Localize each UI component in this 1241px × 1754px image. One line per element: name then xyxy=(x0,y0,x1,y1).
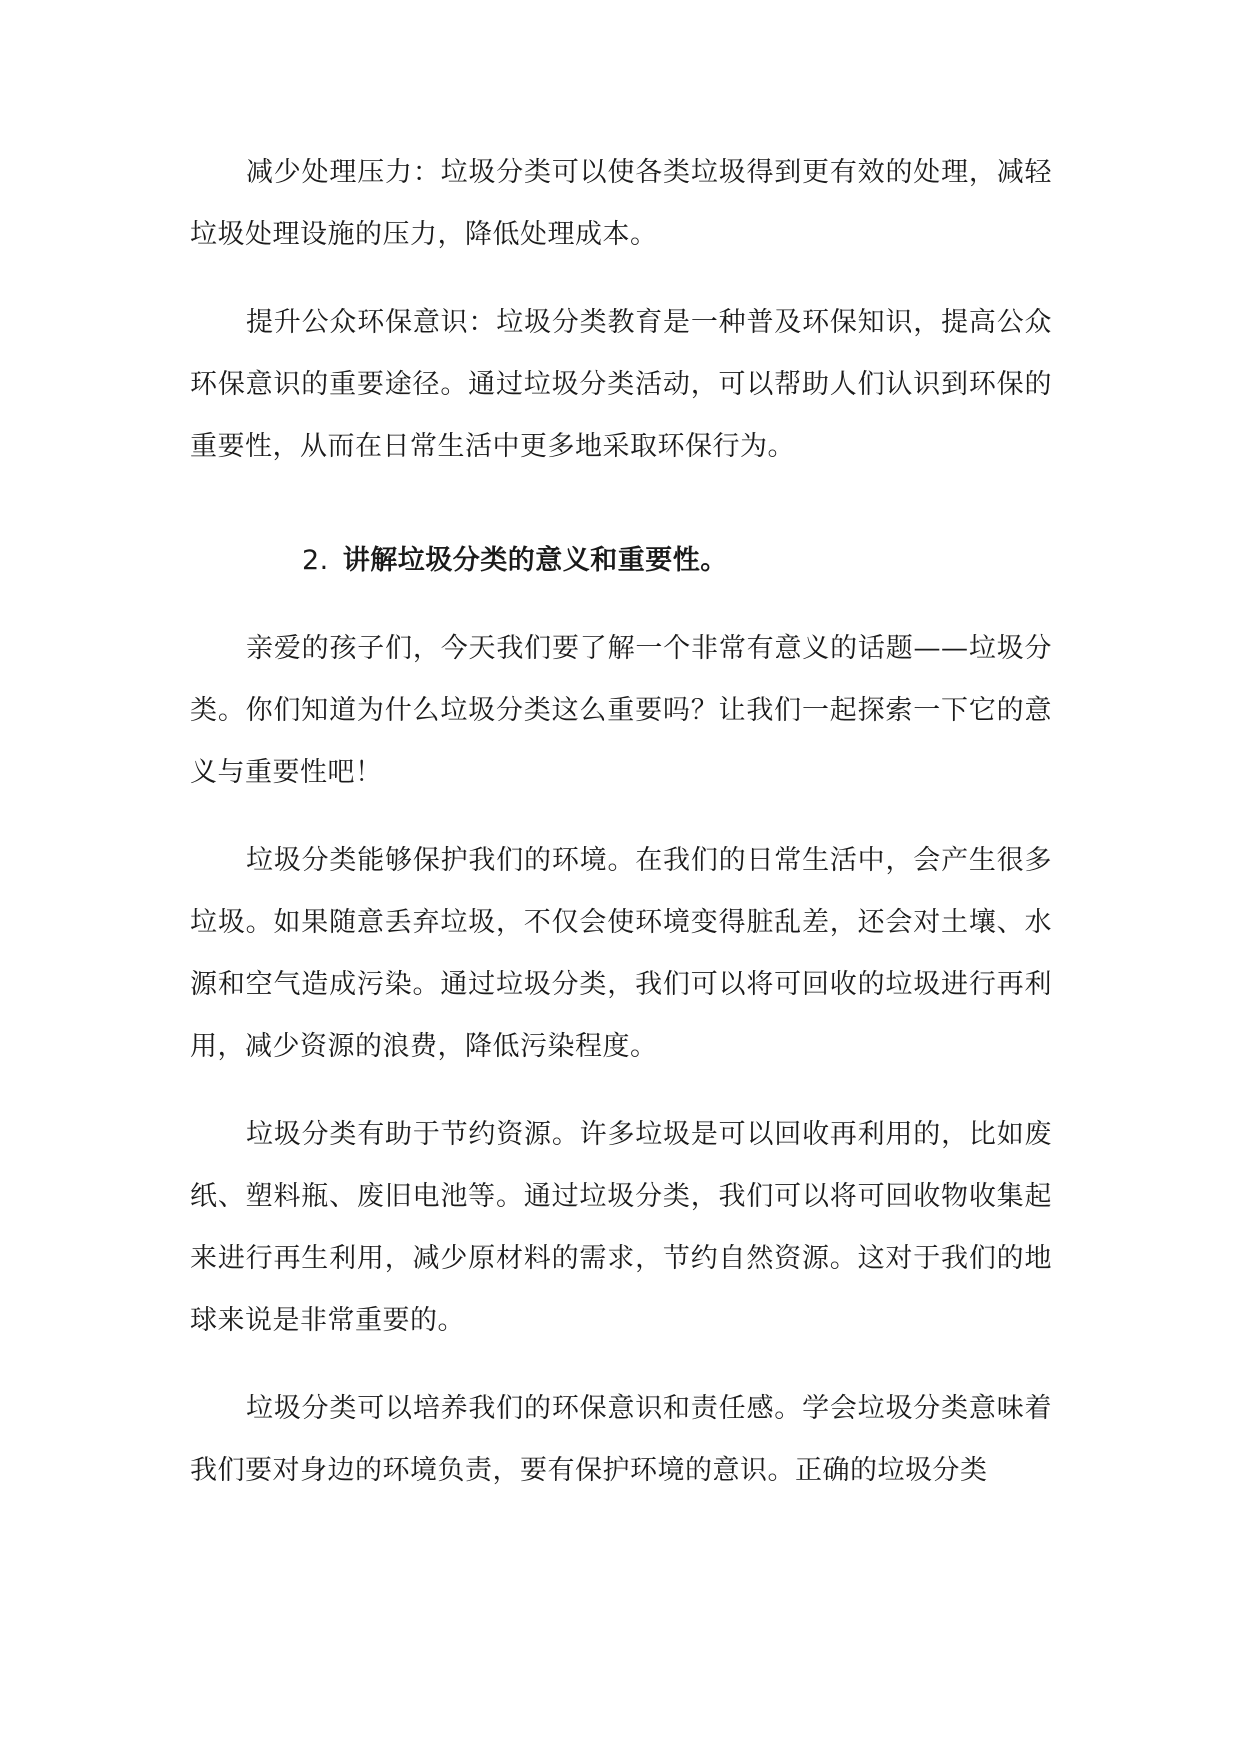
paragraph-protect-environment: 垃圾分类能够保护我们的环境。在我们的日常生活中，会产生很多垃圾。如果随意丢弃垃圾，不仅会使环境变得脏乱差，还会对土壤、水源和空气造成污染。通过垃圾分类，我们可以将可回收的垃圾进行再利用，减少资源的浪费，降低污染程度。 xyxy=(190,845,1052,1062)
paragraph-reduce-pressure: 减少处理压力：垃圾分类可以使各类垃圾得到更有效的处理，减轻垃圾处理设施的压力，降低处理成本。 xyxy=(190,157,1052,250)
paragraph-save-resources: 垃圾分类有助于节约资源。许多垃圾是可以回收再利用的，比如废纸、塑料瓶、废旧电池等。通过垃圾分类，我们可以将可回收物收集起来进行再生利用，减少原材料的需求，节约自然资源。这对于我们的地球来说是非常重要的。 xyxy=(190,1119,1052,1336)
section-title: 讲解垃圾分类的意义和重要性。 xyxy=(342,545,728,576)
section-heading xyxy=(190,530,1052,592)
paragraph-intro: 亲爱的孩子们，今天我们要了解一个非常有意义的话题——垃圾分类。你们知道为什么垃圾分类这么重要吗？让我们一起探索一下它的意义与重要性吧！ xyxy=(190,633,1052,788)
paragraph-responsibility: 垃圾分类可以培养我们的环保意识和责任感。学会垃圾分类意味着我们要对身边的环境负责，要有保护环境的意识。正确的垃圾分类 xyxy=(190,1393,1052,1486)
document-body xyxy=(190,142,1052,1528)
section-number: 2. xyxy=(302,545,329,576)
paragraph-public-awareness: 提升公众环保意识：垃圾分类教育是一种普及环保知识，提高公众环保意识的重要途径。通过垃圾分类活动，可以帮助人们认识到环保的重要性，从而在日常生活中更多地采取环保行为。 xyxy=(190,307,1052,462)
